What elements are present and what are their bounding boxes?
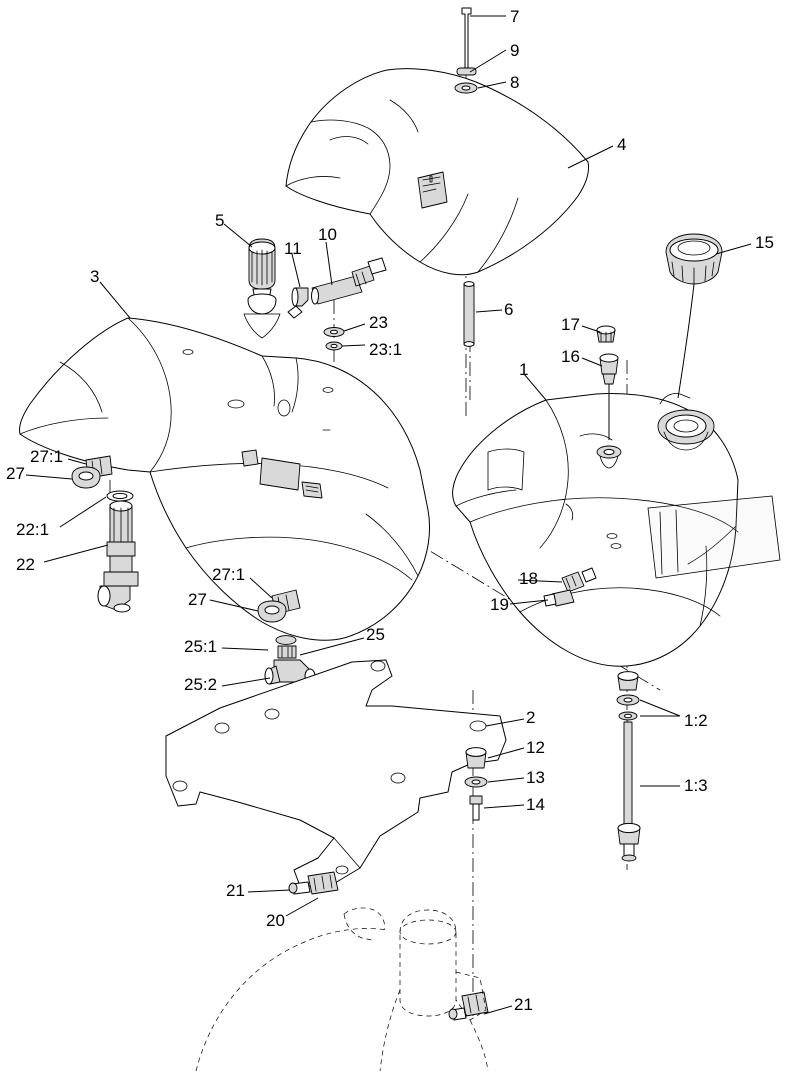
callout-2: 2 [526, 708, 536, 727]
callout-14: 14 [526, 795, 545, 814]
callout-19: 19 [490, 595, 509, 614]
callout-17: 17 [561, 315, 580, 334]
part-11-small-fitting [288, 288, 308, 318]
callout-4: 4 [617, 135, 627, 154]
part-22-fuel-valve-assembly [98, 491, 138, 612]
callout-12: 12 [526, 738, 545, 757]
callout-6: 6 [504, 300, 514, 319]
callout-20: 20 [266, 911, 285, 930]
callout-25-1: 25:1 [184, 637, 218, 656]
part-25-elbow-valve [265, 636, 315, 684]
part-21-screw-bottom [449, 992, 488, 1020]
callout-11: 11 [284, 239, 302, 258]
part-12-13-14-fastener-stack [465, 748, 487, 820]
part-17-vent-cap [597, 326, 615, 342]
callout-23: 23 [369, 313, 388, 332]
callout-15: 15 [755, 233, 774, 252]
part-23-washer-stack [324, 328, 344, 351]
callout-21-bottom: 21 [514, 995, 533, 1014]
callout-22-1: 22:1 [16, 520, 50, 539]
callout-25-2: 25:2 [184, 675, 218, 694]
part-27-grommet-left [72, 456, 112, 488]
callout-13: 13 [526, 768, 545, 787]
chassis-phantom-outline [196, 908, 488, 1071]
callout-27-1-mid: 27:1 [212, 565, 246, 584]
part-10-fuel-line-connector [312, 258, 387, 304]
callout-16: 16 [561, 347, 580, 366]
part-15-fuel-cap-with-gauge [658, 234, 722, 450]
callout-5: 5 [215, 211, 225, 230]
callout-7: 7 [510, 7, 520, 26]
callout-3: 3 [90, 267, 100, 286]
callout-1-3: 1:3 [684, 776, 708, 795]
callout-27-mid: 27 [188, 590, 207, 609]
callout-25: 25 [366, 625, 385, 644]
callout-1: 1 [519, 360, 529, 379]
callout-27-left: 27 [6, 464, 25, 483]
callout-9: 9 [510, 41, 520, 60]
callout-8: 8 [510, 73, 520, 92]
part-2-mounting-bracket-plate [166, 660, 506, 886]
callout-1-2: 1:2 [684, 711, 708, 730]
callout-21-top: 21 [226, 881, 245, 900]
callout-23-1: 23:1 [369, 340, 403, 359]
part-1-2-1-3-strap-rod [617, 672, 640, 861]
callout-18: 18 [519, 569, 538, 588]
callout-22: 22 [16, 555, 35, 574]
part-1-fuel-tank-right [453, 394, 780, 667]
part-5-fuel-filter-cap [244, 239, 280, 338]
callout-27-1-left: 27:1 [30, 447, 64, 466]
callout-10: 10 [318, 225, 337, 244]
part-6-long-pin [464, 282, 474, 347]
